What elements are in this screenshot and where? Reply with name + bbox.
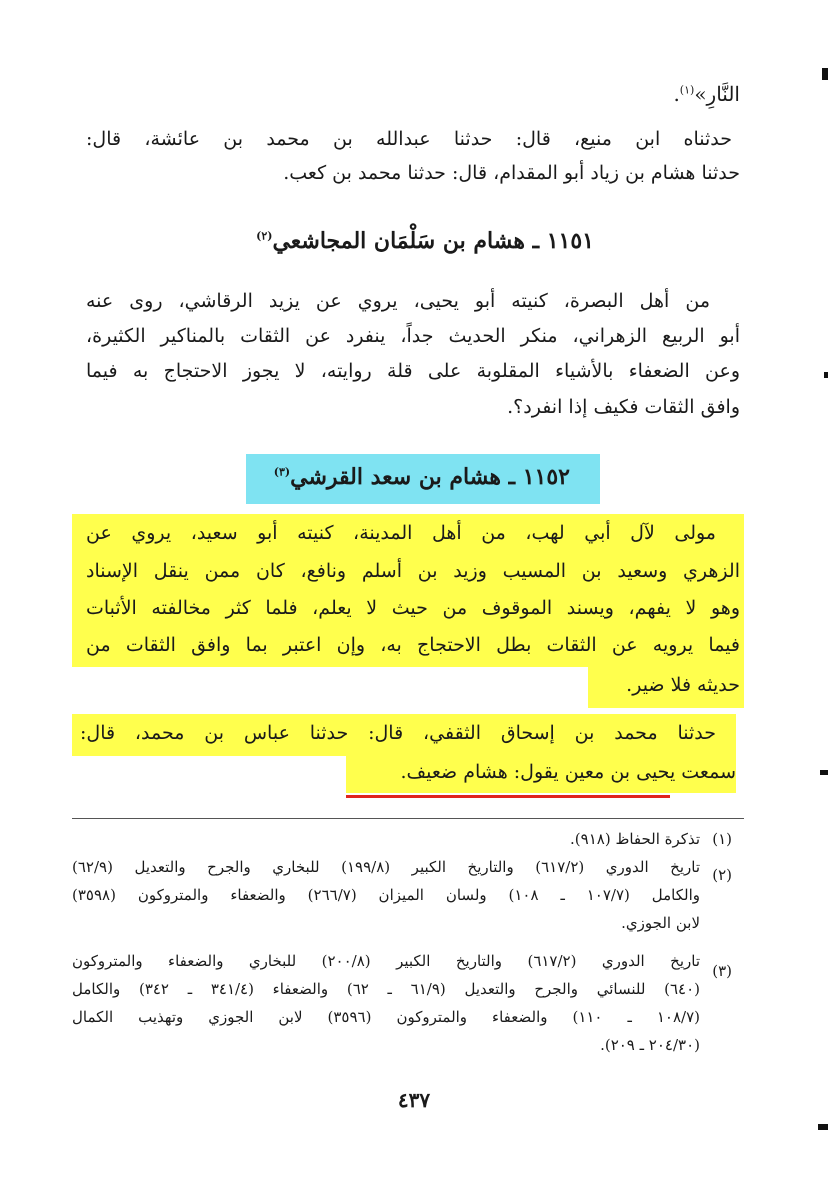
isnad-line-2: سمعت يحيى بن معين يقول: هشام ضعيف.: [400, 761, 736, 783]
entry-1152-line-5: حديثه فلا ضير.: [626, 674, 740, 696]
footnote-2-line-3: لابن الجوزي.: [621, 914, 700, 932]
footnote-ref-3: (٣): [273, 465, 291, 479]
para1-line-2: حدثنا هشام بن زياد أبو المقدام، قال: حدثنا محمد بن كعب.: [283, 162, 740, 184]
footnote-2-number: (٢): [712, 866, 732, 884]
entry-1152-heading: [274, 464, 570, 490]
footnote-3-line-1: تاريخ الدوري (٦١٧/٢) والتاريخ الكبير (٢٠٠/٨) للبخاري والضعفاء والمتروكون: [72, 952, 700, 970]
red-underline: [346, 795, 670, 798]
edge-mark-middle: [824, 372, 828, 378]
entry-1151-line-3: وعن الضعفاء بالأشياء المقلوبة على قلة روايته، لا يجوز الاحتجاج به فيما: [86, 360, 740, 382]
top-fragment-text: النَّارِ»: [694, 82, 740, 106]
entry-1151-line-2: أبو الربيع الزهراني، منكر الحديث جداً، ينفرد عن الثقات بالمناكير الكثيرة،: [86, 325, 740, 347]
isnad-line-1: حدثنا محمد بن إسحاق الثقفي، قال: حدثنا عباس بن محمد، قال:: [80, 722, 716, 744]
footnote-ref-1: (١): [679, 83, 695, 97]
edge-mark-lower: [820, 770, 828, 775]
entry-1152-line-1: مولى لآل أبي لهب، من أهل المدينة، كنيته أبو سعيد، يروي عن: [86, 522, 716, 544]
entry-1151-line-4: وافق الثقات فكيف إذا انفرد؟.: [507, 396, 740, 418]
footnote-2-line-1: تاريخ الدوري (٦١٧/٢) والتاريخ الكبير (١٩٩/٨) للبخاري والجرح والتعديل (٦٢/٩): [72, 858, 700, 876]
para1-line-1: حدثناه ابن منيع، قال: حدثنا عبدالله بن محمد بن عائشة، قال:: [86, 128, 732, 150]
footnote-separator: [72, 818, 744, 819]
top-fragment: [86, 82, 740, 106]
edge-mark-bottom: [818, 1124, 828, 1130]
footnote-3-line-3: (١٠٨/٧ ـ ١١٠) والضعفاء والمتروكون (٣٥٩٦) لابن الجوزي وتهذيب الكمال: [72, 1008, 700, 1026]
entry-1151-heading: [256, 228, 594, 254]
entry-1152-line-3: وهو لا يفهم، ويسند الموقوف من حيث لا يعلم، فلما كثر مخالفته الأثبات: [86, 597, 740, 619]
footnote-2-line-2: والكامل (١٠٧/٧ ـ ١٠٨) ولسان الميزان (٢٦٦/٧) والضعفاء والمتروكون (٣٥٩٨): [72, 886, 700, 904]
footnote-1-number: (١): [712, 830, 732, 848]
entry-1152-line-4: فيما يرويه عن الثقات بطل الاحتجاج به، وإن اعتبر بما وافق الثقات من: [86, 634, 740, 656]
footnote-ref-2: (٢): [256, 229, 273, 243]
footnote-3-number: (٣): [712, 962, 732, 980]
entry-1151-title: ١١٥١ ـ هشام بن سَلْمَان المجاشعي: [272, 228, 594, 254]
page-number: ٤٣٧: [397, 1088, 431, 1112]
footnote-3-line-4: (٢٠٤/٣٠ ـ ٢٠٩).: [600, 1036, 700, 1054]
entry-1152-title: ١١٥٢ ـ هشام بن سعد القرشي: [290, 464, 570, 490]
entry-1152-line-2: الزهري وسعيد بن المسيب وزيد بن أسلم ونافع، كان ممن ينقل الإسناد: [86, 560, 740, 582]
edge-mark-top: [822, 68, 828, 80]
top-fragment-end: .: [673, 82, 680, 106]
entry-1151-line-1: من أهل البصرة، كنيته أبو يحيى، يروي عن يزيد الرقاشي، روى عنه: [86, 290, 710, 312]
footnote-3-line-2: (٦٤٠) للنسائي والجرح والتعديل (٦١/٩ ـ ٦٢) والضعفاء (٣٤١/٤ ـ ٣٤٢) والكامل: [72, 980, 700, 998]
footnote-1-line-1: تذكرة الحفاظ (٩١٨).: [570, 830, 700, 848]
